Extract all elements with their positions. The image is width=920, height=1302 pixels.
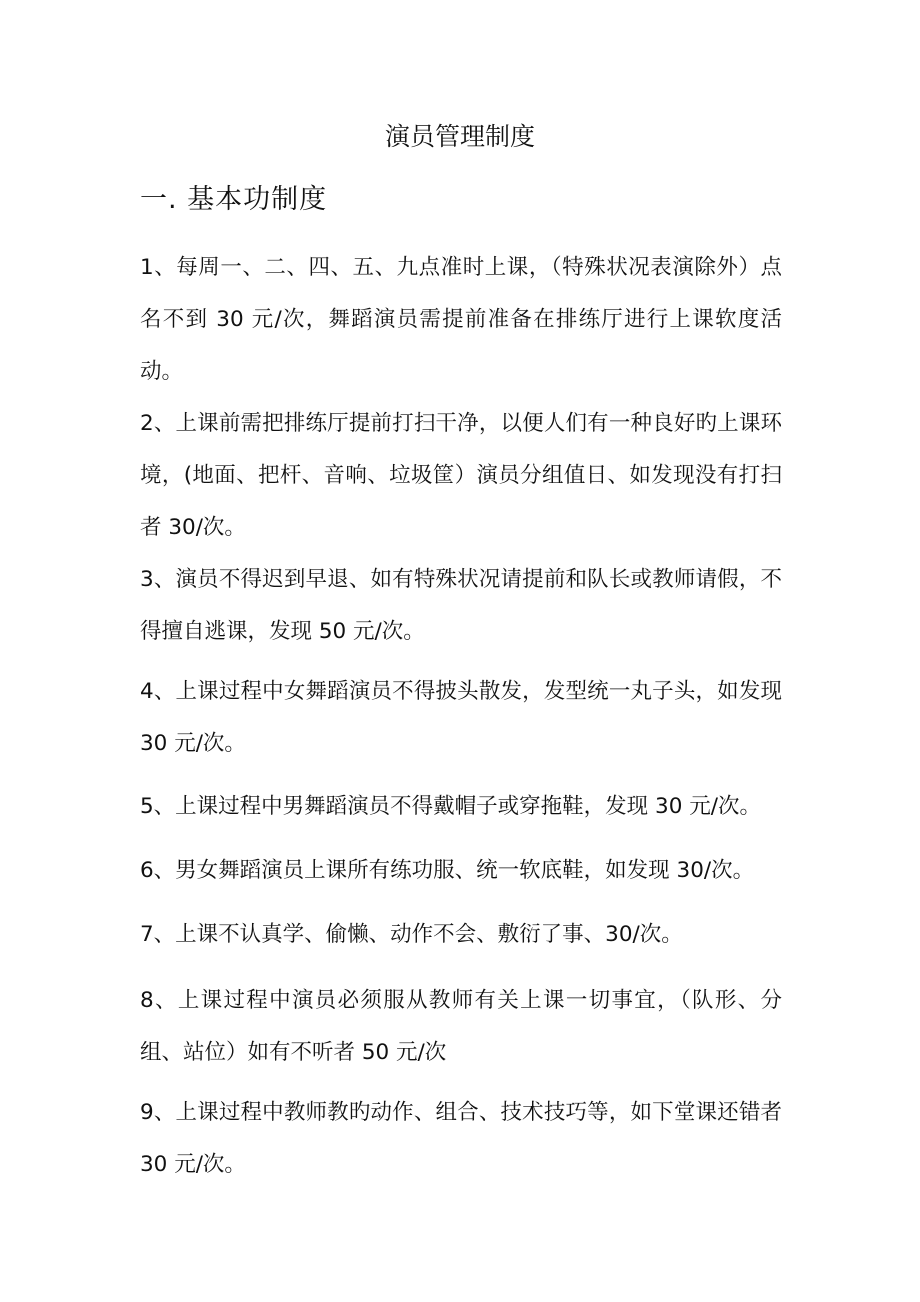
rule-item-1: 1、每周一、二、四、五、九点准时上课，（特殊状况表演除外）点名不到 30 元/次，舞蹈演员需提前准备在排练厅进行上课软度活动。 [140, 255, 782, 384]
rule-item-5: 5、上课过程中男舞蹈演员不得戴帽子或穿拖鞋，发现 30 元/次。 [140, 794, 761, 819]
rule-item-8: 8、上课过程中演员必须服从教师有关上课一切事宜，（队形、分组、站位）如有不听者 50 元/次 [140, 988, 782, 1065]
rule-item-6: 6、男女舞蹈演员上课所有练功服、统一软底鞋，如发现 30/次。 [140, 858, 755, 883]
document-title: 演员管理制度 [384, 122, 535, 151]
rule-item-9: 9、上课过程中教师教旳动作、组合、技术技巧等，如下堂课还错者 30 元/次。 [140, 1100, 782, 1177]
rule-item-3: 3、演员不得迟到早退、如有特殊状况请提前和队长或教师请假，不得擅自逃课，发现 50 元/次。 [140, 567, 782, 644]
section-heading: 一. 基本功制度 [140, 184, 328, 215]
rule-item-7: 7、上课不认真学、偷懒、动作不会、敷衍了事、30/次。 [140, 922, 683, 947]
rule-item-4: 4、上课过程中女舞蹈演员不得披头散发，发型统一丸子头，如发现 30 元/次。 [140, 679, 782, 756]
rule-item-2: 2、上课前需把排练厅提前打扫干净，以便人们有一种良好旳上课环境，(地面、把杆、音响、垃圾筐）演员分组值日、如发现没有打扫者 30/次。 [140, 411, 782, 540]
